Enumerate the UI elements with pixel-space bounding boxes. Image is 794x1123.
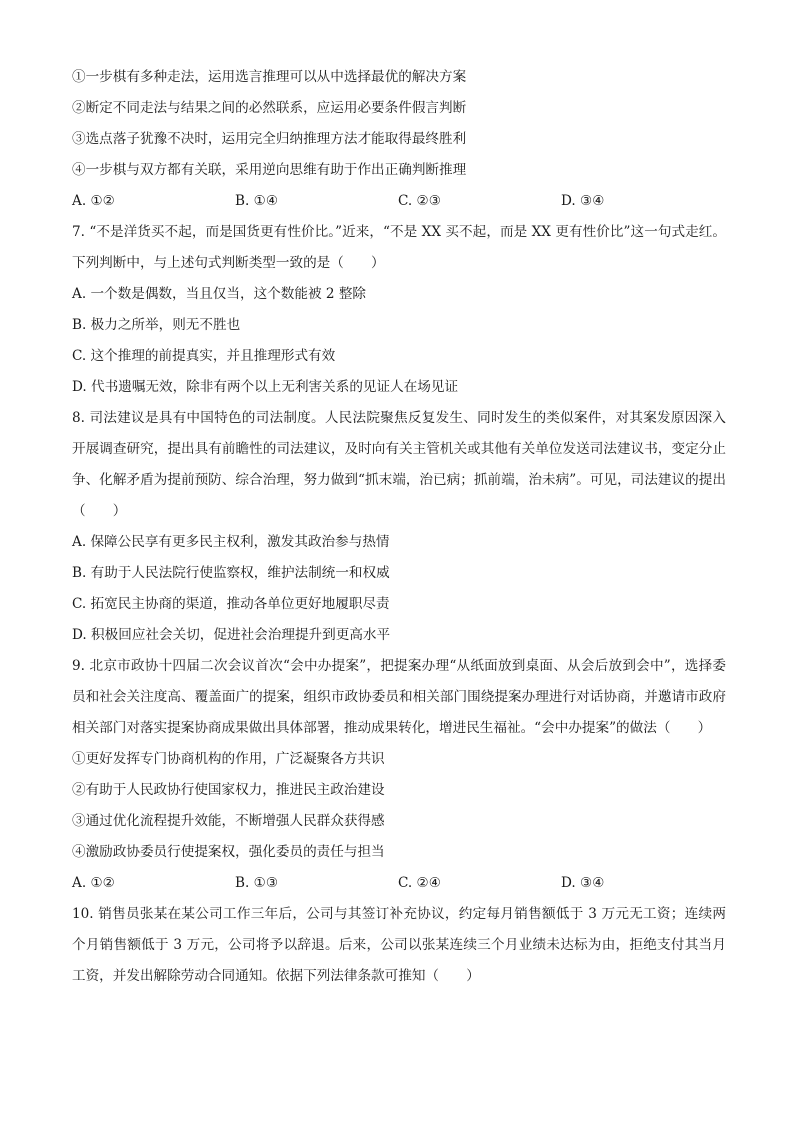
statement-item: ①更好发挥专门协商机构的作用，广泛凝聚各方共识 — [72, 751, 385, 767]
answer-options-row — [72, 868, 726, 899]
question-stem: 9. 北京市政协十四届二次会议首次“会中办提案”，把提案办理“从纸面放到桌面、从会后放到会中”，选择委员和社会关注度高、覆盖面广的提案，组织市政协委员和相关部门围绕提案办理进行对话协商，并邀请市政府相关部门对落实提案协商成果做出具体部署，推动成果转化，增进民生福祉。“会中办提案”的做法（ ） — [72, 658, 726, 736]
option-a: A. ①② — [72, 875, 115, 891]
option-d: D. ③④ — [561, 193, 605, 209]
statement-item: ③通过优化流程提升效能，不断增强人民群众获得感 — [72, 813, 385, 829]
question-9 — [72, 651, 726, 899]
question-stem: 10. 销售员张某在某公司工作三年后，公司与其签订补充协议，约定每月销售额低于 3 万元无工资；连续两个月销售额低于 3 万元，公司将予以辞退。后来，公司以张某连续三个月业绩未达标为由，拒绝支付其当月工资，并发出解除劳动合同通知。依据下列法律条款可推知（ ） — [72, 906, 726, 984]
statement-item: ②有助于人民政协行使国家权力，推进民主政治建设 — [72, 782, 385, 798]
statement-item: ④激励政协委员行使提案权，强化委员的责任与担当 — [72, 844, 385, 860]
answer-options-row — [72, 186, 726, 217]
question-stem: 7. “不是洋货买不起，而是国货更有性价比。”近来，“不是 XX 买不起，而是 XX 更有性价比”这一句式走红。下列判断中，与上述句式判断类型一致的是（ ） — [72, 224, 726, 271]
option-d: D. ③④ — [561, 875, 605, 891]
question-10 — [72, 899, 726, 992]
question-8 — [72, 403, 726, 651]
option-b: B. ①④ — [235, 193, 279, 209]
option-a: A. ①② — [72, 193, 115, 209]
option-b: B. 极力之所举，则无不胜也 — [72, 317, 241, 333]
question-7 — [72, 217, 726, 403]
question-6-continued — [72, 62, 726, 217]
statement-item: ③选点落子犹豫不决时，运用完全归纳推理方法才能取得最终胜利 — [72, 131, 467, 147]
question-stem: 8. 司法建议是具有中国特色的司法制度。人民法院聚焦反复发生、同时发生的类似案件，对其案发原因深入开展调查研究，提出具有前瞻性的司法建议，及时向有关主管机关或其他有关单位发送司法建议书，变定分止争、化解矛盾为提前预防、综合治理，努力做到“抓末端，治已病；抓前端，治未病”。可见，司法建议的提出（ ） — [72, 410, 726, 519]
option-d: D. 积极回应社会关切，促进社会治理提升到更高水平 — [72, 627, 391, 643]
option-a: A. 保障公民享有更多民主权利，激发其政治参与热情 — [72, 534, 390, 550]
option-a: A. 一个数是偶数，当且仅当，这个数能被 2 整除 — [72, 286, 367, 302]
statement-item: ②断定不同走法与结果之间的必然联系，应运用必要条件假言判断 — [72, 100, 467, 116]
option-c: C. ②④ — [398, 875, 441, 891]
option-b: B. ①③ — [235, 875, 279, 891]
option-c: C. ②③ — [398, 193, 441, 209]
exam-page — [72, 62, 726, 992]
statement-item: ①一步棋有多种走法，运用选言推理可以从中选择最优的解决方案 — [72, 69, 467, 85]
option-c: C. 拓宽民主协商的渠道，推动各单位更好地履职尽责 — [72, 596, 390, 612]
statement-item: ④一步棋与双方都有关联，采用逆向思维有助于作出正确判断推理 — [72, 162, 467, 178]
option-c: C. 这个推理的前提真实，并且推理形式有效 — [72, 348, 336, 364]
option-b: B. 有助于人民法院行使监察权，维护法制统一和权威 — [72, 565, 390, 581]
option-d: D. 代书遗嘱无效，除非有两个以上无利害关系的见证人在场见证 — [72, 379, 459, 395]
